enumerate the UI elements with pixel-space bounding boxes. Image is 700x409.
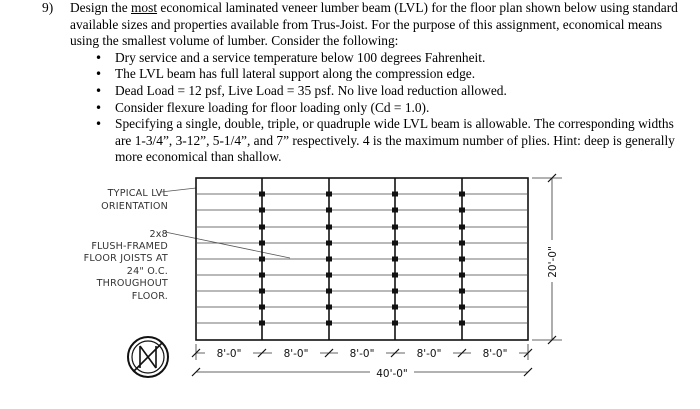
joist-label-line: FLOOR. <box>131 291 168 302</box>
condition-item: • The LVL beam has full lateral support along the compression edge. <box>95 66 692 83</box>
bay-dimension-text: 8'-0" <box>416 348 442 360</box>
joist-label-line: FLOOR JOISTS AT <box>83 253 168 264</box>
intro-post: economical laminated veneer lumber beam (LVL) for the floor plan shown below using standard available sizes and properties available from Trus-Joist. For the purpose of this assignment, economical means using the smallest volume of lumber. Consider the following: <box>70 0 678 49</box>
lvl-label-line: TYPICAL LVL <box>107 188 168 199</box>
joist-label-line: THROUGHOUT <box>96 278 168 289</box>
total-width-text: 40'-0" <box>376 368 408 380</box>
leader-line <box>165 232 290 258</box>
total-width-dimension <box>192 364 532 380</box>
joist-label-line: 2x8 <box>149 229 168 240</box>
depth-dimension-text: 20'-0" <box>547 246 559 278</box>
intro-pre: Design the <box>70 0 131 15</box>
joist-label-line: 24" O.C. <box>126 266 168 277</box>
lvl-orientation-label <box>101 188 196 212</box>
bay-dimension-text: 8'-0" <box>482 348 508 360</box>
lvl-label-line: ORIENTATION <box>101 201 168 212</box>
condition-item: • Dead Load = 12 psf, Live Load = 35 psf. No live load reduction allowed. <box>95 83 692 100</box>
bay-dimension-text: 8'-0" <box>349 348 375 360</box>
intro-emphasis: most <box>131 0 158 15</box>
problem-number: 9) <box>42 0 54 15</box>
north-arrow-icon <box>128 337 168 377</box>
bay-dimension-line <box>192 344 532 360</box>
condition-item: • Specifying a single, double, triple, or quadruple wide LVL beam is allowable. The corresponding widths are 1-3/4”, 3-12”, 5-1/4”, and 7” respectively. 4 is the maximum number of plies. Hint: deep is generally more economical than shallow. <box>95 116 692 166</box>
joist-lines <box>196 194 528 323</box>
depth-dimension <box>532 174 562 344</box>
condition-item: • Dry service and a service temperature below 100 degrees Fahrenheit. <box>95 50 692 67</box>
joist-label-line: FLUSH-FRAMED <box>91 241 168 252</box>
condition-item: • Consider flexure loading for floor loading only (Cd = 1.0). <box>95 100 692 117</box>
north-letter: N <box>148 360 149 361</box>
bay-dimension-text: 8'-0" <box>216 348 242 360</box>
bay-dimension-text: 8'-0" <box>283 348 309 360</box>
